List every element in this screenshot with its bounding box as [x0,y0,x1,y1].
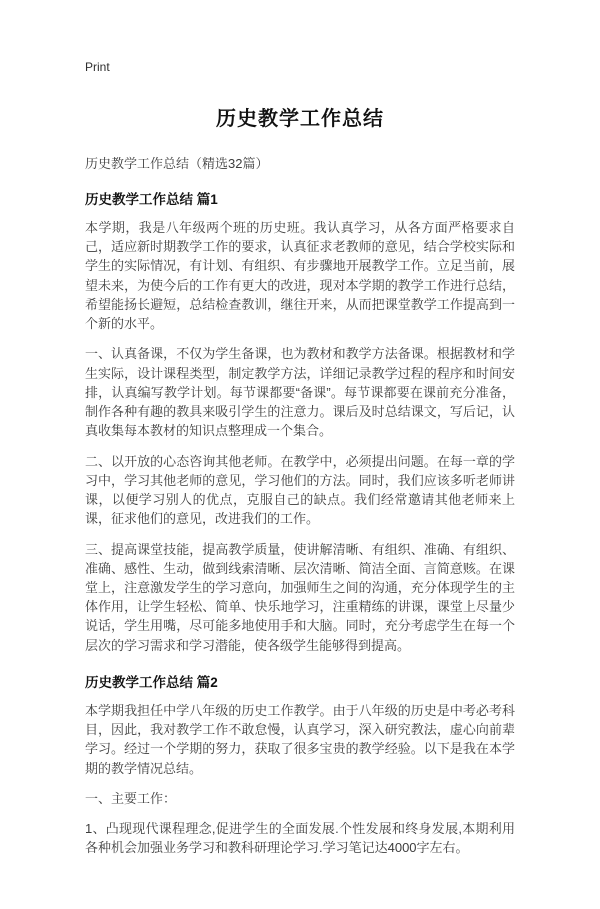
page-title: 历史教学工作总结 [216,108,384,130]
section-2 [85,671,515,858]
paragraph: 一、主要工作： [85,790,177,806]
section-heading: 历史教学工作总结 篇1 [85,192,218,207]
paragraph: 三、提高课堂技能，提高教学质量，使讲解清晰、有组织、准确、有组织、准确、感性、生动，做到线索清晰、层次清晰、简洁全面、言简意赅。在课堂上，注意激发学生的学习意向，加强师生之间的沟通，充分体现学生的主体作用，让学生轻松、简单、快乐地学习，注重精练的讲课，课堂上尽量少说话，学生用嘴，尽可能多地使用手和大脑。同时，充分考虑学生在每一个层次的学习需求和学习潜能，使各级学生能够得到提高。 [85,541,515,653]
paragraph: 二、以开放的心态咨询其他老师。在教学中，必须提出问题。在每一章的学习中，学习其他老师的意见，学习他们的方法。同时，我们应该多听老师讲课，以便学习别人的优点，克服自己的缺点。我们经常邀请其他老师来上课，征求他们的意见，改进我们的工作。 [85,453,515,527]
print-link[interactable]: Print [85,60,110,74]
section-1 [85,188,515,655]
paragraph: 本学期我担任中学八年级的历史工作教学。由于八年级的历史是中考必考科目，因此，我对教学工作不敢怠慢，认真学习，深入研究教法，虚心向前辈学习。经过一个学期的努力，获取了很多宝贵的教学经验。以下是我在本学期的教学情况总结。 [85,702,515,776]
doc-subtitle: 历史教学工作总结（精选32篇） [85,156,269,171]
paragraph: 1、凸现现代课程理念,促进学生的全面发展.个性发展和终身发展,本期利用各种机会加强业务学习和教科研理论学习.学习笔记达4000字左右。 [85,821,515,856]
paragraph: 一、认真备课，不仅为学生备课，也为教材和教学方法备课。根据教材和学生实际，设计课程类型，制定教学方法，详细记录教学过程的程序和时间安排，认真编写教学计划。每节课都要“备课”。每节课都要在课前充分准备，制作各种有趣的教具来吸引学生的注意力。课后及时总结课文，写后记，认真收集每本教材的知识点整理成一个集合。 [85,346,515,439]
section-heading: 历史教学工作总结 篇2 [85,674,218,690]
paragraph: 本学期，我是八年级两个班的历史班。我认真学习，从各方面严格要求自己，适应新时期教学工作的要求，认真征求老教师的意见，结合学校实际和学生的实际情况，有计划、有组织、有步骤地开展教学工作。立足当前，展望未来，为使今后的工作有更大的改进，现对本学期的教学工作进行总结，希望能扬长避短，总结检查教训，继往开来，从而把课堂教学工作提高到一个新的水平。 [85,220,515,332]
